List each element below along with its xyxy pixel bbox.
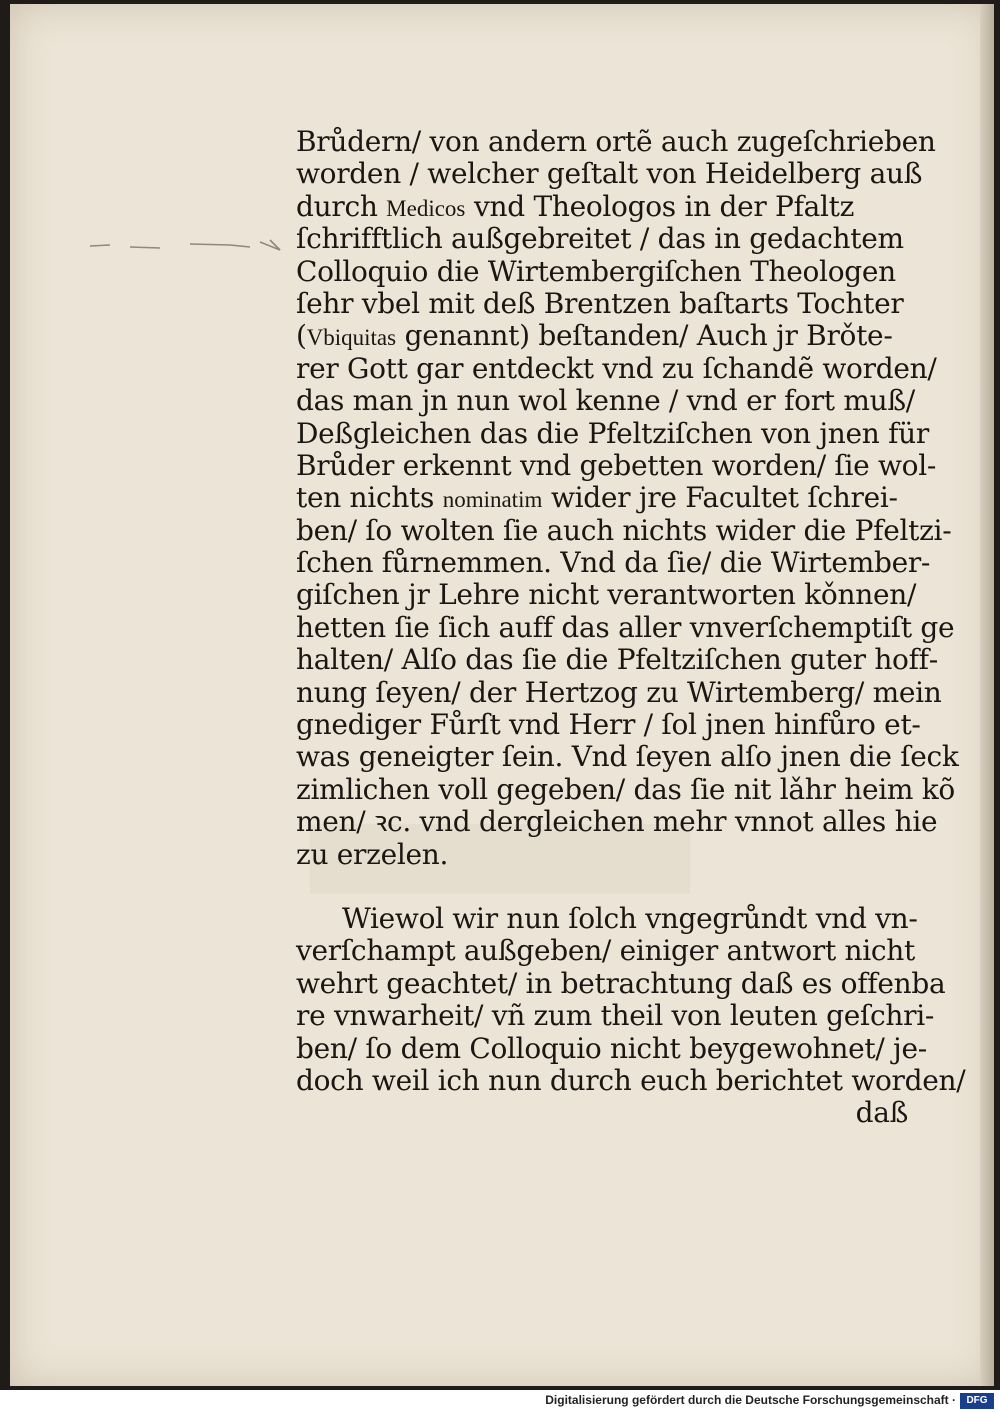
text-line bbox=[296, 610, 955, 644]
text-line bbox=[296, 740, 959, 774]
text-segment: Colloquio die Wirtembergiſchen Theologen bbox=[296, 254, 896, 288]
text-segment: zimlichen voll gegeben/ das ſie nit lǎhr heim kõ bbox=[296, 772, 955, 806]
text-line bbox=[296, 805, 938, 839]
footer-bar bbox=[0, 1390, 1000, 1413]
text-segment: Deßgleichen das die Pfeltziſchen von jnen für bbox=[296, 416, 929, 450]
text-segment: Vbiquitas bbox=[306, 325, 397, 351]
text-segment: wider jre Facultet ſchrei‑ bbox=[542, 481, 898, 515]
text-segment: zu erzelen. bbox=[296, 837, 449, 871]
body-text bbox=[296, 125, 966, 1130]
text-segment: doch weil ich nun durch euch berichtet worden/ bbox=[296, 1063, 966, 1097]
paragraph-2 bbox=[296, 901, 966, 1097]
text-line bbox=[296, 578, 917, 612]
text-segment: Brůdern/ von andern ortẽ auch zugeſchrieben bbox=[296, 125, 936, 158]
text-line bbox=[296, 1031, 927, 1065]
text-segment: Wiewol wir nun ſolch vngegrůndt vnd vn‑ bbox=[342, 901, 918, 935]
footer-credit: Digitalisierung gefördert durch die Deutsche Forschungsgemeinschaft · bbox=[545, 1393, 956, 1407]
text-line bbox=[296, 351, 937, 385]
text-segment: giſchen jr Lehre nicht verantworten kǒnnen/ bbox=[296, 578, 917, 612]
text-segment: halten/ Alſo das ſie die Pfeltziſchen guter hoff‑ bbox=[296, 643, 938, 677]
margin-ink-mark bbox=[90, 236, 290, 256]
paragraph-gap bbox=[296, 871, 908, 903]
text-line bbox=[296, 384, 915, 418]
text-segment: was geneigter ſein. Vnd ſeyen alſo jnen die ſeck bbox=[296, 740, 959, 774]
text-line bbox=[296, 320, 908, 352]
text-line bbox=[296, 839, 908, 871]
text-line bbox=[296, 1063, 966, 1097]
text-segment: vnd Theologos in der Pfaltz bbox=[465, 189, 855, 223]
text-segment: nung ſeyen/ der Hertzog zu Wirtemberg/ mein bbox=[296, 675, 942, 709]
text-line bbox=[296, 901, 918, 935]
text-segment: ben/ ſo dem Colloquio nicht beygewohnet/ je‑ bbox=[296, 1031, 927, 1065]
text-segment: ben/ ſo wolten ſie auch nichts wider die Pfeltzi‑ bbox=[296, 513, 952, 547]
text-segment: Brůder erkennt vnd gebetten worden/ ſie wol‑ bbox=[296, 448, 937, 482]
text-segment: hetten ſie ſich auff das aller vnverſchemptiſt ge bbox=[296, 610, 955, 644]
text-line bbox=[296, 448, 937, 482]
text-line bbox=[296, 966, 946, 1000]
text-line bbox=[296, 191, 908, 223]
dfg-logo: DFG bbox=[960, 1393, 994, 1409]
text-line bbox=[296, 125, 936, 158]
text-segment: ( bbox=[296, 319, 307, 353]
text-segment: gnediger Fůrſt vnd Herr / ſol jnen hinfůro et‑ bbox=[296, 708, 921, 742]
text-line bbox=[296, 643, 938, 677]
catchword: daß bbox=[855, 1096, 908, 1130]
text-line bbox=[296, 999, 935, 1033]
text-segment: verſchampt außgeben/ einiger antwort nicht bbox=[296, 934, 915, 968]
text-segment: ten nichts bbox=[296, 481, 443, 515]
text-segment: worden / welcher geſtalt von Heidelberg auß bbox=[296, 157, 923, 191]
text-line bbox=[296, 934, 915, 968]
text-line bbox=[296, 223, 908, 255]
text-segment: re vnwarheit/ vñ zum theil von leuten geſchri‑ bbox=[296, 999, 935, 1033]
text-line bbox=[296, 546, 931, 580]
text-line bbox=[296, 772, 955, 806]
text-segment: durch bbox=[296, 189, 387, 223]
text-segment: genannt) beſtanden/ Auch jr Brǒte‑ bbox=[396, 319, 893, 353]
text-segment: das man jn nun wol kenne / vnd er fort muß/ bbox=[296, 384, 915, 418]
text-line bbox=[296, 482, 908, 514]
text-line bbox=[296, 256, 908, 288]
paragraph-1 bbox=[296, 125, 959, 871]
text-line bbox=[296, 416, 929, 450]
text-segment: ſehr vbel mit deß Brentzen baſtarts Tochter bbox=[296, 286, 904, 320]
text-line bbox=[296, 288, 908, 320]
text-segment: wehrt geachtet/ in betrachtung daß es offenba bbox=[296, 966, 946, 1000]
text-segment: rer Gott gar entdeckt vnd zu ſchandẽ worden/ bbox=[296, 351, 937, 385]
text-segment: ſchrifftlich außgebreitet / das in gedachtem bbox=[296, 222, 904, 256]
text-line bbox=[296, 708, 921, 742]
text-line bbox=[296, 675, 942, 709]
text-segment: Medicos bbox=[386, 195, 466, 221]
text-segment: nominatim bbox=[442, 487, 543, 513]
text-line bbox=[296, 513, 952, 547]
text-line bbox=[296, 157, 923, 191]
text-segment: men/ ꝛc. vnd dergleichen mehr vnnot alles hie bbox=[296, 805, 938, 839]
page-edge bbox=[980, 4, 994, 1386]
text-segment: ſchen fůrnemmen. Vnd da ſie/ die Wirtember‑ bbox=[296, 546, 931, 580]
